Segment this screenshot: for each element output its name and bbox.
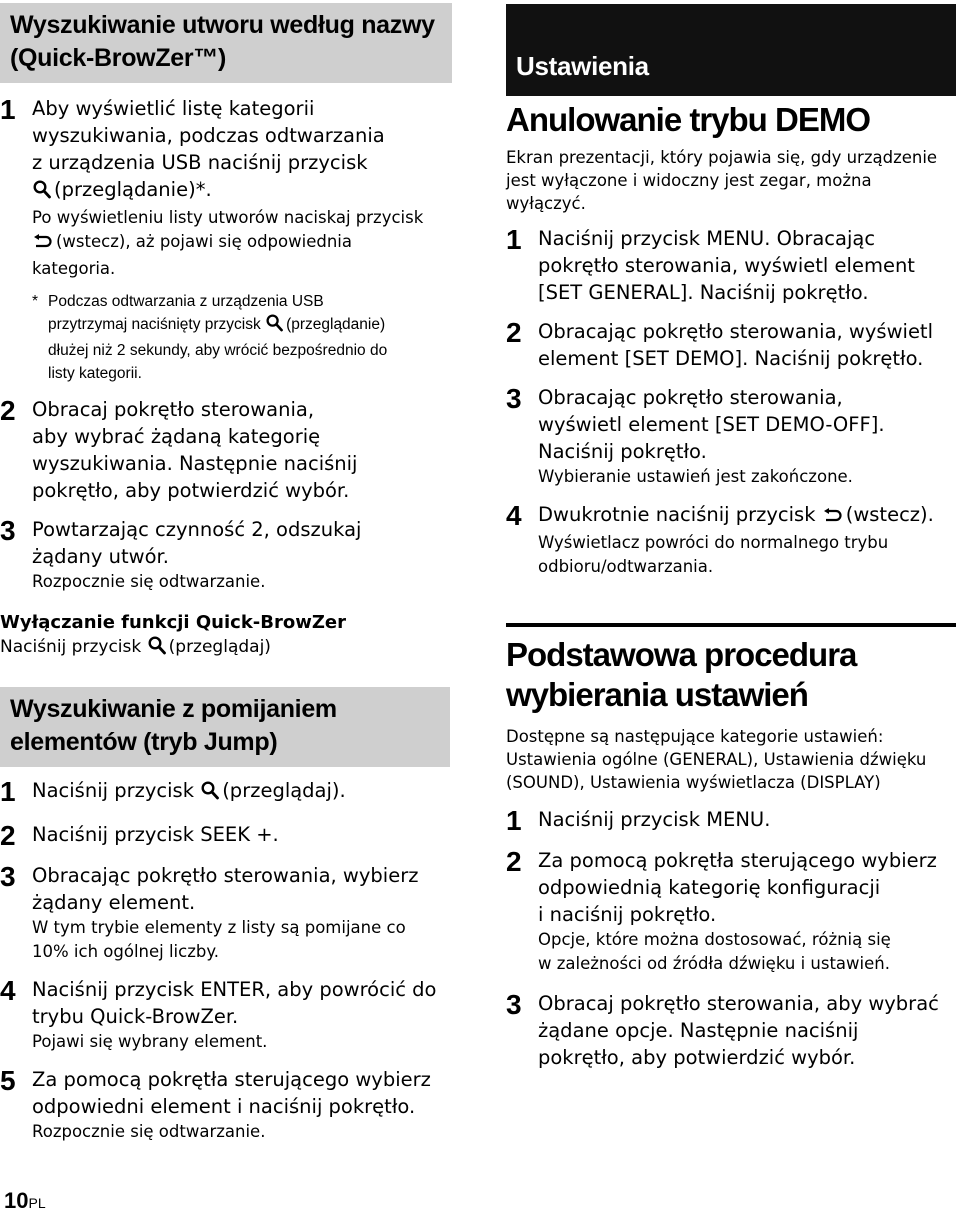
left-column xyxy=(0,0,470,1144)
back-icon xyxy=(33,233,53,257)
step-number: 5 xyxy=(0,1065,16,1096)
step-3: 3 Obracaj pokrętło sterowania, aby wybrać żądane opcje. Następnie naciśnij pokrętło, aby potwierdzić wybór. xyxy=(506,989,939,1069)
step-number: 2 xyxy=(506,846,522,877)
step-2: 2 Za pomocą pokrętła sterującego wybierz odpowiednią kategorię konfiguracji i naciśnij pokrętło. Opcje, które można dostosować, różnią się w zależności od źródła dźwięku i ustawień. xyxy=(506,846,937,973)
step-2: 2 Obracając pokrętło sterowania, wyświetl element [SET DEMO]. Naciśnij pokrętło. xyxy=(506,317,933,370)
intro-paragraph: Dostępne są następujące kategorie ustawień: Ustawienia ogólne (GENERAL), Ustawienia dźwięku (SOUND), Ustawienia wyświetlacza (DISPLAY) xyxy=(506,727,927,792)
step-number: 1 xyxy=(506,805,522,836)
heading-demo: Anulowanie trybu DEMO xyxy=(506,101,871,138)
section-heading-quick-browzer: Wyszukiwanie utworu według nazwy (Quick-BrowZer™) xyxy=(0,3,452,83)
step-number: 2 xyxy=(0,820,16,851)
step-number: 1 xyxy=(0,94,16,125)
section-heading-jump-mode: Wyszukiwanie z pomijaniem elementów (tryb Jump) xyxy=(0,687,450,767)
back-icon xyxy=(823,504,843,531)
right-column xyxy=(506,0,956,1071)
step-1: 1 Aby wyświetlić listę kategorii wyszukiwania, podczas odtwarzania z urządzenia USB naciśnij przycisk (przeglądanie)*. Po wyświetleniu listy utworów naciskaj przycisk (wstecz), aż pojawi się odpowiednia kategoria. xyxy=(0,94,424,278)
step-number: 3 xyxy=(0,861,16,892)
step-2: 2 Naciśnij przycisk SEEK +. xyxy=(0,820,279,851)
step-number: 4 xyxy=(0,975,16,1006)
step-3: 3 Obracając pokrętło sterowania, wyświetl element [SET DEMO-OFF]. Naciśnij pokrętło. Wybieranie ustawień jest zakończone. xyxy=(506,383,885,486)
search-icon xyxy=(33,179,51,206)
footnote: * Podczas odtwarzania z urządzenia USB przytrzymaj naciśnięty przycisk (przeglądanie) dłużej niż 2 sekundy, aby wrócić bezpośrednio do listy kategorii. xyxy=(32,293,388,382)
step-number: 1 xyxy=(506,224,522,255)
step-number: 3 xyxy=(506,383,522,414)
heading-basic-procedure: Podstawowa procedura wybierania ustawień xyxy=(506,636,857,713)
step-number: 1 xyxy=(0,776,16,807)
step-3: 3 Powtarzając czynność 2, odszukaj żądany utwór. Rozpocznie się odtwarzanie. xyxy=(0,515,362,591)
section-divider xyxy=(506,623,956,627)
search-icon xyxy=(201,780,219,807)
intro-paragraph: Ekran prezentacji, który pojawia się, gdy urządzenie jest wyłączone i widoczny jest zegar, można wyłączyć. xyxy=(506,148,938,213)
step-3: 3 Obracając pokrętło sterowania, wybierz żądany element. W tym trybie elementy z listy są pomijane co 10% ich ogólnej liczby. xyxy=(0,861,419,961)
step-1: 1 Naciśnij przycisk MENU. Obracając pokrętło sterowania, wyświetl element [SET GENERAL]. Naciśnij pokrętło. xyxy=(506,224,915,304)
step-5: 5 Za pomocą pokrętła sterującego wybierz odpowiedni element i naciśnij pokrętło. Rozpocznie się odtwarzanie. xyxy=(0,1065,431,1141)
step-2: 2 Obracaj pokrętło sterowania, aby wybrać żądaną kategorię wyszukiwania. Następnie naciśnij pokrętło, aby potwierdzić wybór. xyxy=(0,395,358,502)
step-number: 4 xyxy=(506,500,522,531)
step-number: 3 xyxy=(0,515,16,546)
step-4: 4 Dwukrotnie naciśnij przycisk (wstecz). Wyświetlacz powróci do normalnego trybu odbioru/odtwarzania. xyxy=(506,500,934,576)
step-1: 1 Naciśnij przycisk (przeglądaj). xyxy=(0,776,346,807)
step-number: 2 xyxy=(0,395,16,426)
step-4: 4 Naciśnij przycisk ENTER, aby powrócić do trybu Quick-BrowZer. Pojawi się wybrany element. xyxy=(0,975,437,1051)
step-number: 2 xyxy=(506,317,522,348)
search-icon xyxy=(266,314,283,339)
page-number: 10PL xyxy=(4,1188,46,1213)
search-icon xyxy=(148,636,166,662)
step-1: 1 Naciśnij przycisk MENU. xyxy=(506,805,771,836)
subsection-disable-quick-browzer: Wyłączanie funkcji Quick-BrowZer Naciśnij przycisk (przeglądaj) xyxy=(0,610,470,662)
language-code: PL xyxy=(28,1195,46,1211)
chapter-banner: Ustawienia xyxy=(506,4,956,96)
step-number: 3 xyxy=(506,989,522,1020)
